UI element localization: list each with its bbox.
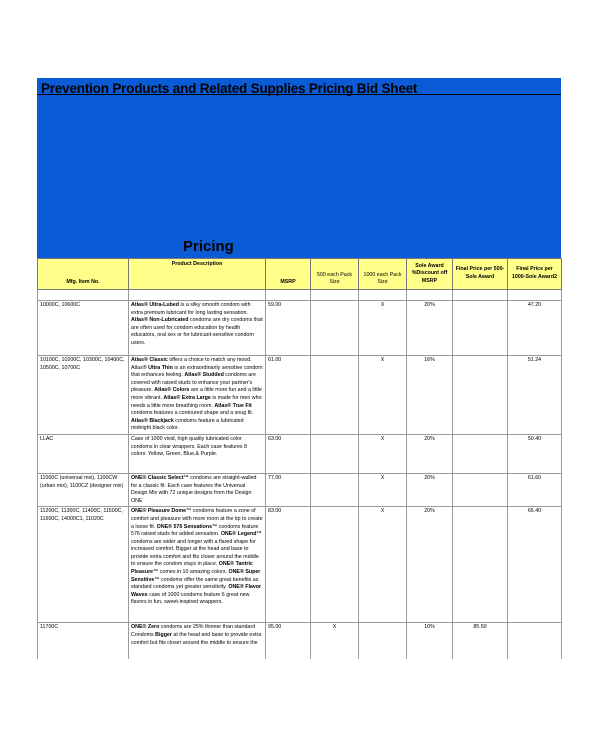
product-name: ONE® Pleasure Dome™ xyxy=(131,508,192,515)
product-name: ONE® Zero xyxy=(131,624,160,631)
discount-cell: 10% xyxy=(407,623,453,660)
msrp-cell: 63.00 xyxy=(266,434,311,473)
header-mfg-item-no: Mfg. Item No. xyxy=(38,259,129,290)
product-name: ONE® Flavor Waves xyxy=(131,584,262,598)
pack-500-cell xyxy=(311,356,359,435)
description-text: are a little more fun and a little more vibrant. xyxy=(131,387,262,401)
product-name: Atlas® Classic xyxy=(131,357,168,363)
pack-500-cell xyxy=(311,301,359,356)
msrp-cell: 77.00 xyxy=(266,473,311,506)
description-text: condoms are wider and longer with a flared shape for increased comfort. Bigger at the head and base to provide extra comfort and fits closer around the middle to ensure the condom stays in place. xyxy=(131,538,259,568)
header-msrp: MSRP xyxy=(266,259,311,290)
pack-1000-cell: X xyxy=(359,473,407,506)
mfg-cell: 11700C xyxy=(38,623,129,660)
pack-1000-cell: X xyxy=(359,507,407,623)
product-name: Atlas® Ultra-Lubed xyxy=(131,302,180,308)
final-1000-cell: 50.40 xyxy=(508,434,562,473)
mfg-cell: 11200C, 11300C, 11400C, 11500C, 11600C, 14000C1, 11020C xyxy=(38,507,129,623)
product-name: ONE® Super Sensitive™ xyxy=(131,569,261,583)
description-text: condoms feature 576 raised studs for added sensation. xyxy=(131,523,259,538)
final-1000-cell: 66.40 xyxy=(508,507,562,623)
description-cell xyxy=(129,356,266,435)
final-500-cell xyxy=(453,473,508,506)
description-text: condoms feature a zone of comfort and pleasure with more room at the tip to create a loose fit. xyxy=(131,508,263,530)
mfg-cell: 10000C, 10600C xyxy=(38,301,129,356)
description-text: is a silky smooth condom with extra premium lubricant for long lasting sensation. xyxy=(131,302,251,316)
discount-cell: 20% xyxy=(407,507,453,623)
pack-1000-cell xyxy=(359,623,407,660)
product-name: Atlas® Extra Large xyxy=(163,394,211,401)
final-1000-cell: 47.20 xyxy=(508,301,562,356)
description-text: offers a choice to match any mood. Atlas® xyxy=(131,357,252,371)
description-text: comes in 10 amazing colors. xyxy=(158,569,229,576)
discount-cell: 16% xyxy=(407,356,453,435)
final-1000-cell: 61.60 xyxy=(508,473,562,506)
table-header-row xyxy=(38,259,562,290)
final-500-cell xyxy=(453,301,508,356)
product-name: ONE® 576 Sensations™ xyxy=(156,523,218,530)
final-500-cell: 85.50 xyxy=(453,623,508,660)
description-text: Case of 1000 vivid, high quality lubricated color condoms in clear wrappers. Each case features 8 colors: Yellow, Green, Blue,& Purple. xyxy=(131,435,248,458)
spacer-row xyxy=(38,290,562,301)
description-cell xyxy=(129,301,266,356)
header-final-500: Final Price per 500-Sole Award xyxy=(453,259,508,290)
description-text: condoms are dry condoms that are often used for condom education by health educators, oral sex or for lubricant-sensitive condom users. xyxy=(131,317,263,346)
product-name: Atlas® Non-Lubricated xyxy=(131,317,189,324)
discount-cell: 20% xyxy=(407,434,453,473)
table-row xyxy=(38,356,562,435)
final-1000-cell xyxy=(508,623,562,660)
pack-500-cell xyxy=(311,473,359,506)
mfg-cell: LLAC xyxy=(38,434,129,473)
table-body xyxy=(38,290,562,660)
final-500-cell xyxy=(453,434,508,473)
header-product-description: Product Description xyxy=(129,259,266,290)
pack-1000-cell: X xyxy=(359,301,407,356)
product-name: Atlas® Studded xyxy=(184,372,224,379)
sheet-title: Prevention Products and Related Supplies Pricing Bid Sheet xyxy=(41,81,418,96)
description-text: at the head and base to provide extra comfort but fits closer around the middle to ensure the xyxy=(131,631,262,646)
description-cell xyxy=(129,473,266,506)
description-cell xyxy=(129,623,266,660)
product-name: Ultra Thin xyxy=(148,364,173,371)
discount-cell: 20% xyxy=(407,301,453,356)
final-1000-cell: 51.24 xyxy=(508,356,562,435)
table-row xyxy=(38,434,562,473)
pack-1000-cell: X xyxy=(359,434,407,473)
table-row xyxy=(38,473,562,506)
product-name: Atlas® Colors xyxy=(154,387,190,394)
description-text: condoms offer the same great benefits as standard condoms yet greater sensitivity. xyxy=(131,576,259,591)
description-cell xyxy=(129,507,266,623)
title-banner xyxy=(37,78,561,258)
description-text: condoms are 25% thinner than standard Condoms xyxy=(131,624,256,638)
description-text: is an extraordinarily sensitive condom that enhances feeling. xyxy=(131,364,263,379)
header-final-1000: Final Price per 1000-Sole Award2 xyxy=(508,259,562,290)
product-name: Atlas® True Fit xyxy=(214,402,252,409)
product-name: Atlas® Blackjack xyxy=(131,417,174,424)
product-name: Bigger xyxy=(155,631,172,638)
header-discount: Sole Award %Discount off MSRP xyxy=(407,259,453,290)
final-500-cell xyxy=(453,356,508,435)
mfg-cell: 11000C (universal mix), 1100CW (urban mix), 1100CZ (designer mix) xyxy=(38,473,129,506)
msrp-cell: 59.00 xyxy=(266,301,311,356)
msrp-cell: 95.00 xyxy=(266,623,311,660)
table-row xyxy=(38,507,562,623)
product-name: ONE® Legend™ xyxy=(220,531,262,538)
description-text: case of 1000 condoms feature 6 great new flavors in fun, sweet-inspired wrappers. xyxy=(131,591,250,606)
header-500-pack: 500 each Pack Size xyxy=(311,259,359,290)
description-text: is made for men who needs a little more breathing room. xyxy=(131,394,262,409)
pack-1000-cell: X xyxy=(359,356,407,435)
description-cell xyxy=(129,434,266,473)
pack-500-cell: X xyxy=(311,623,359,660)
product-name: ONE® Tantric Pleasure™ xyxy=(131,561,253,576)
bid-sheet xyxy=(37,78,561,659)
table-row xyxy=(38,301,562,356)
discount-cell: 20% xyxy=(407,473,453,506)
table-row xyxy=(38,623,562,660)
description-text: condoms feature a lubricated midnight black color. xyxy=(131,417,244,432)
mfg-cell: 10100C, 10200C, 10300C, 10400C, 10500C, 10700C xyxy=(38,356,129,435)
pack-500-cell xyxy=(311,434,359,473)
pricing-table xyxy=(37,258,562,659)
title-underline xyxy=(37,94,561,95)
description-text: condoms features a contoured shape and a snug fit. xyxy=(131,410,254,417)
product-name: ONE® Classic Select™ xyxy=(131,474,189,481)
pricing-heading: Pricing xyxy=(183,238,234,255)
header-1000-pack: 1000 each Pack Size xyxy=(359,259,407,290)
pack-500-cell xyxy=(311,507,359,623)
msrp-cell: 83.00 xyxy=(266,507,311,623)
description-text: condoms are covered with raised studs to enhance your partner's pleasure. xyxy=(131,372,256,394)
msrp-cell: 61.00 xyxy=(266,356,311,435)
final-500-cell xyxy=(453,507,508,623)
description-text: condoms are straight-walled for a classic fit. Each case features the Universal Design Mix with 72 unique designs from the Design ONE xyxy=(131,474,257,504)
